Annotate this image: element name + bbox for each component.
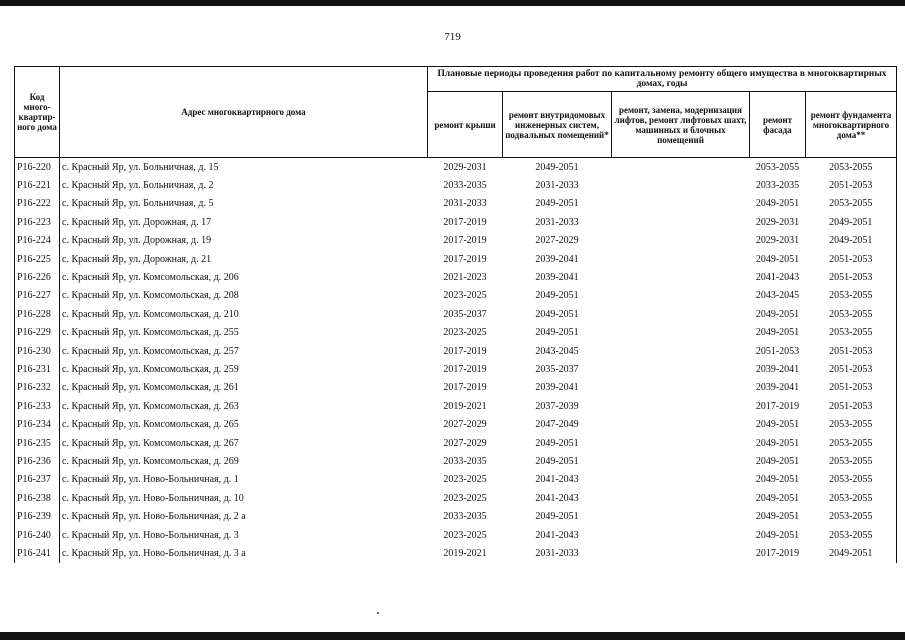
cell-elevators [612,397,750,415]
cell-elevators [612,176,750,194]
cell-facade: 2049-2051 [755,455,800,467]
cell-internal-systems: 2031-2033 [535,180,579,192]
cell-roof: 2031-2033 [443,198,487,210]
table-row [15,452,897,470]
cell-address: с. Красный Яр, ул. Комсомольская, д. 206 [62,272,239,284]
cell-address: с. Красный Яр, ул. Дорожная, д. 19 [62,235,212,247]
cell-roof: 2019-2021 [443,547,487,559]
cell-address: с. Красный Яр, ул. Комсомольская, д. 261 [62,382,239,394]
cell-facade: 2049-2051 [755,253,800,265]
header-elevators: ремонт, замена, модернизация лифтов, ремонт лифтовых шахт, машинных и блочных помещений [612,92,750,158]
cell-internal-systems: 2049-2051 [535,437,579,449]
cell-facade: 2049-2051 [755,437,800,449]
cell-code: P16-220 [15,158,60,177]
cell-elevators [612,232,750,250]
table-body [15,158,897,563]
repair-schedule-sheet [14,66,896,563]
cell-facade: 2049-2051 [755,511,800,523]
cell-elevators [612,452,750,470]
cell-facade: 2039-2041 [755,363,800,375]
table-row [15,287,897,305]
cell-foundation: 2053-2055 [806,158,897,177]
cell-address: с. Красный Яр, ул. Комсомольская, д. 265 [62,419,239,431]
cell-facade: 2049-2051 [755,419,800,431]
cell-facade: 2049-2051 [755,308,800,320]
cell-roof: 2033-2035 [443,511,487,523]
cell-facade: 2053-2055 [755,161,800,173]
cell-facade: 2051-2053 [755,345,800,357]
cell-foundation: 2053-2055 [806,287,897,305]
cell-foundation: 2051-2053 [806,268,897,286]
cell-internal-systems: 2049-2051 [535,308,579,320]
cell-foundation: 2049-2051 [806,232,897,250]
cell-address: с. Красный Яр, ул. Комсомольская, д. 263 [62,400,239,412]
cell-address: с. Красный Яр, ул. Комсомольская, д. 269 [62,455,239,467]
cell-foundation: 2053-2055 [806,195,897,213]
cell-elevators [612,250,750,268]
header-roof: ремонт крыши [428,92,503,158]
cell-internal-systems: 2049-2051 [535,290,579,302]
cell-elevators [612,324,750,342]
table-row [15,232,897,250]
table-row [15,397,897,415]
cell-facade: 2039-2041 [755,382,800,394]
cell-address: с. Красный Яр, ул. Ново-Больничная, д. 2 а [62,511,246,523]
cell-elevators [612,342,750,360]
cell-foundation: 2049-2051 [806,544,897,562]
scan-dot [377,612,379,614]
cell-internal-systems: 2043-2045 [535,345,579,357]
cell-facade: 2029-2031 [755,235,800,247]
table-row [15,305,897,323]
cell-roof: 2017-2019 [443,253,487,265]
cell-code: P16-226 [15,268,60,286]
cell-facade: 2049-2051 [755,198,800,210]
cell-internal-systems: 2037-2039 [535,400,579,412]
cell-roof: 2017-2019 [443,345,487,357]
cell-roof: 2033-2035 [443,455,487,467]
cell-internal-systems: 2049-2051 [535,198,579,210]
cell-facade: 2033-2035 [755,180,800,192]
cell-internal-systems: 2031-2033 [535,216,579,228]
cell-code: P16-234 [15,415,60,433]
table-row [15,342,897,360]
cell-elevators [612,158,750,177]
cell-foundation: 2053-2055 [806,324,897,342]
cell-roof: 2017-2019 [443,363,487,375]
repair-schedule-table [14,66,897,563]
table-row [15,268,897,286]
table-header [15,67,897,158]
cell-internal-systems: 2039-2041 [535,382,579,394]
cell-internal-systems: 2047-2049 [535,419,579,431]
table-row [15,360,897,378]
cell-elevators [612,287,750,305]
cell-foundation: 2053-2055 [806,507,897,525]
cell-roof: 2017-2019 [443,235,487,247]
cell-code: P16-221 [15,176,60,194]
table-row [15,489,897,507]
cell-address: с. Красный Яр, ул. Больничная, д. 2 [62,180,214,192]
cell-facade: 2049-2051 [755,474,800,486]
cell-elevators [612,415,750,433]
cell-code: P16-230 [15,342,60,360]
cell-elevators [612,195,750,213]
cell-foundation: 2053-2055 [806,305,897,323]
cell-facade: 2049-2051 [755,492,800,504]
cell-internal-systems: 2031-2033 [535,547,579,559]
cell-code: P16-229 [15,324,60,342]
cell-address: с. Красный Яр, ул. Комсомольская, д. 257 [62,345,239,357]
cell-foundation: 2051-2053 [806,250,897,268]
cell-facade: 2041-2043 [755,272,800,284]
bottom-border-bar [0,632,905,640]
cell-facade: 2049-2051 [755,529,800,541]
cell-elevators [612,268,750,286]
cell-foundation: 2053-2055 [806,434,897,452]
cell-roof: 2021-2023 [443,272,487,284]
table-row [15,507,897,525]
cell-code: P16-225 [15,250,60,268]
page-number: 719 [444,31,461,43]
cell-code: P16-232 [15,379,60,397]
cell-roof: 2017-2019 [443,216,487,228]
cell-elevators [612,544,750,562]
cell-address: с. Красный Яр, ул. Больничная, д. 5 [62,198,214,210]
cell-internal-systems: 2041-2043 [535,474,579,486]
cell-internal-systems: 2041-2043 [535,529,579,541]
cell-code: P16-236 [15,452,60,470]
cell-code: P16-227 [15,287,60,305]
cell-roof: 2033-2035 [443,180,487,192]
cell-address: с. Красный Яр, ул. Больничная, д. 15 [62,161,219,173]
cell-foundation: 2051-2053 [806,379,897,397]
table-row [15,324,897,342]
cell-code: P16-240 [15,526,60,544]
cell-internal-systems: 2027-2029 [535,235,579,247]
header-foundation: ремонт фундамента многоквартирного дома** [806,92,897,158]
cell-address: с. Красный Яр, ул. Комсомольская, д. 255 [62,327,239,339]
cell-elevators [612,434,750,452]
cell-address: с. Красный Яр, ул. Дорожная, д. 17 [62,216,212,228]
cell-facade: 2049-2051 [755,327,800,339]
table-row [15,213,897,231]
cell-code: P16-231 [15,360,60,378]
cell-facade: 2043-2045 [755,290,800,302]
cell-internal-systems: 2049-2051 [535,511,579,523]
header-facade: ремонт фасада [750,92,806,158]
cell-roof: 2023-2025 [443,327,487,339]
cell-elevators [612,360,750,378]
cell-roof: 2035-2037 [443,308,487,320]
cell-foundation: 2049-2051 [806,213,897,231]
cell-roof: 2017-2019 [443,382,487,394]
cell-code: P16-235 [15,434,60,452]
cell-roof: 2029-2031 [443,161,487,173]
table-row [15,471,897,489]
cell-elevators [612,305,750,323]
table-row [15,158,897,177]
cell-roof: 2023-2025 [443,529,487,541]
cell-foundation: 2053-2055 [806,489,897,507]
cell-internal-systems: 2049-2051 [535,327,579,339]
cell-address: с. Красный Яр, ул. Ново-Больничная, д. 1 [62,474,239,486]
cell-elevators [612,213,750,231]
cell-elevators [612,526,750,544]
cell-foundation: 2053-2055 [806,526,897,544]
cell-roof: 2027-2029 [443,419,487,431]
cell-facade: 2017-2019 [755,547,800,559]
header-period-title: Плановые периоды проведения работ по капитальному ремонту общего имущества в многоквартирных домах, годы [428,67,897,92]
cell-foundation: 2051-2053 [806,397,897,415]
cell-foundation: 2051-2053 [806,176,897,194]
cell-elevators [612,489,750,507]
cell-address: с. Красный Яр, ул. Ново-Больничная, д. 3 [62,529,239,541]
cell-foundation: 2051-2053 [806,342,897,360]
table-row [15,544,897,562]
cell-facade: 2029-2031 [755,216,800,228]
cell-address: с. Красный Яр, ул. Комсомольская, д. 208 [62,290,239,302]
cell-code: P16-237 [15,471,60,489]
cell-roof: 2023-2025 [443,474,487,486]
cell-elevators [612,379,750,397]
cell-address: с. Красный Яр, ул. Дорожная, д. 21 [62,253,212,265]
header-code: Код много-квартир-ного дома [15,67,60,158]
cell-roof: 2023-2025 [443,290,487,302]
cell-internal-systems: 2039-2041 [535,253,579,265]
cell-internal-systems: 2041-2043 [535,492,579,504]
cell-code: P16-239 [15,507,60,525]
cell-code: P16-238 [15,489,60,507]
header-address: Адрес многоквартирного дома [60,67,428,158]
table-row [15,176,897,194]
cell-address: с. Красный Яр, ул. Комсомольская, д. 259 [62,363,239,375]
cell-elevators [612,471,750,489]
cell-code: P16-224 [15,232,60,250]
cell-roof: 2023-2025 [443,492,487,504]
table-row [15,379,897,397]
header-internal-systems: ремонт внутридомовых инженерных систем, подвальных помещений* [503,92,612,158]
cell-roof: 2027-2029 [443,437,487,449]
cell-foundation: 2051-2053 [806,360,897,378]
cell-elevators [612,507,750,525]
table-row [15,250,897,268]
cell-internal-systems: 2039-2041 [535,272,579,284]
cell-foundation: 2053-2055 [806,452,897,470]
cell-address: с. Красный Яр, ул. Комсомольская, д. 210 [62,308,239,320]
cell-code: P16-222 [15,195,60,213]
cell-address: с. Красный Яр, ул. Ново-Больничная, д. 3 а [62,547,246,559]
cell-roof: 2019-2021 [443,400,487,412]
cell-address: с. Красный Яр, ул. Ново-Больничная, д. 10 [62,492,244,504]
cell-code: P16-223 [15,213,60,231]
cell-address: с. Красный Яр, ул. Комсомольская, д. 267 [62,437,239,449]
table-row [15,415,897,433]
cell-internal-systems: 2049-2051 [535,161,579,173]
cell-internal-systems: 2049-2051 [535,455,579,467]
table-row [15,526,897,544]
top-border-bar [0,0,905,6]
cell-code: P16-228 [15,305,60,323]
cell-internal-systems: 2035-2037 [535,363,579,375]
cell-foundation: 2053-2055 [806,471,897,489]
cell-facade: 2017-2019 [755,400,800,412]
cell-code: P16-233 [15,397,60,415]
cell-code: P16-241 [15,544,60,562]
table-row [15,195,897,213]
cell-foundation: 2053-2055 [806,415,897,433]
table-row [15,434,897,452]
